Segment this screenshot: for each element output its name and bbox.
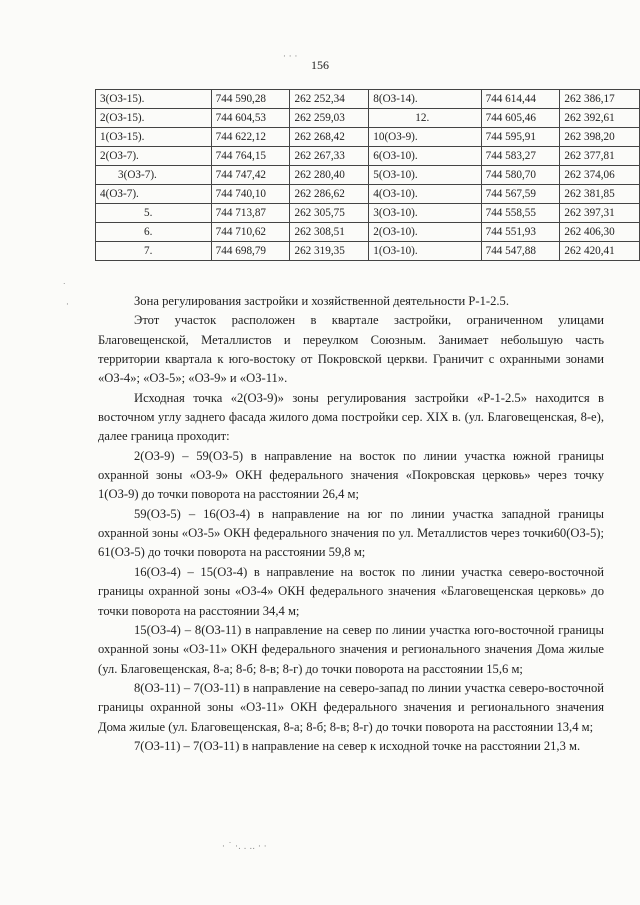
table-cell: 262 308,51	[290, 223, 369, 242]
zone-heading: Зона регулирования застройки и хозяйственной деятельности Р-1-2.5.	[134, 294, 509, 308]
table-cell: 262 374,06	[560, 166, 640, 185]
table-cell: 262 377,81	[560, 147, 640, 166]
table-cell: 6.	[96, 223, 212, 242]
paragraph: 7(ОЗ-11) – 7(ОЗ-11) в направление на север к исходной точке на расстоянии 21,3 м.	[134, 738, 581, 753]
table-cell: 744 551,93	[481, 223, 560, 242]
table-cell: 262 252,34	[290, 90, 369, 109]
table-cell: 2(ОЗ-15).	[96, 109, 212, 128]
table-cell: 262 381,85	[560, 185, 640, 204]
table-cell: 744 558,55	[481, 204, 560, 223]
table-row	[96, 147, 640, 166]
coordinates-table	[95, 89, 640, 261]
table-cell: 4(ОЗ-7).	[96, 185, 212, 204]
table-row	[96, 223, 640, 242]
table-cell: 744 622,12	[211, 128, 290, 147]
table-cell: 262 280,40	[290, 166, 369, 185]
table-cell: 744 698,79	[211, 242, 290, 261]
scan-mark-top: · · ·	[283, 52, 298, 62]
table-cell: 1(ОЗ-10).	[369, 242, 481, 261]
table-cell: 262 420,41	[560, 242, 640, 261]
table-cell: 744 614,44	[481, 90, 560, 109]
table-cell: 744 710,62	[211, 223, 290, 242]
table-cell: 744 604,53	[211, 109, 290, 128]
table-cell: 262 267,33	[290, 147, 369, 166]
paragraph: 59(ОЗ-5) – 16(ОЗ-4) в направление на юг по линии участка западной границы охранной зоны «ОЗ-5» ОКН федерального значения по ул. Металлистов через точки60(ОЗ-5); 61(ОЗ-5) до точки поворота на расстоянии 59,8 м;	[98, 506, 604, 560]
table-cell: 7.	[96, 242, 212, 261]
table-cell: 744 583,27	[481, 147, 560, 166]
document-body	[98, 292, 604, 756]
paragraph: 8(ОЗ-11) – 7(ОЗ-11) в направление на северо-запад по линии участка северо-восточной границы охранной зоны «ОЗ-11» ОКН федерального значения и регионального значения Дома жилые (ул. Благовещенская, 8-а; 8-б; 8-в; 8-г) до точки поворота на расстоянии 13,4 м;	[98, 680, 604, 734]
paragraph: 2(ОЗ-9) – 59(ОЗ-5) в направление на восток по линии участка южной границы охранной зоны «ОЗ-9» ОКН федерального значения «Покровская церковь» через точку 1(ОЗ-9) до точки поворота на расстоянии 26,4 м;	[98, 448, 604, 502]
table-cell: 744 547,88	[481, 242, 560, 261]
scan-mark-bottom: · ˙ ·. . .. · ·	[222, 842, 267, 852]
table-cell: 3(ОЗ-7).	[96, 166, 212, 185]
paragraph: Исходная точка «2(ОЗ-9)» зоны регулирования застройки «Р-1-2.5» находится в восточном углу заднего фасада жилого дома постройки сер. XIX в. (ул. Благовещенская, 8-е), далее граница проходит:	[98, 390, 604, 444]
table-cell: 5(ОЗ-10).	[369, 166, 481, 185]
table-cell: 262 392,61	[560, 109, 640, 128]
table-cell: 262 319,35	[290, 242, 369, 261]
table-cell: 262 305,75	[290, 204, 369, 223]
table-cell: 12.	[369, 109, 481, 128]
table-cell: 2(ОЗ-10).	[369, 223, 481, 242]
table-cell: 262 386,17	[560, 90, 640, 109]
table-cell: 744 590,28	[211, 90, 290, 109]
table-cell: 5.	[96, 204, 212, 223]
table-cell: 744 740,10	[211, 185, 290, 204]
table-cell: 10(ОЗ-9).	[369, 128, 481, 147]
table-row	[96, 109, 640, 128]
table-row	[96, 185, 640, 204]
scan-mark-left: ˙	[62, 283, 67, 293]
page-number: 156	[311, 58, 329, 72]
table-cell: 744 595,91	[481, 128, 560, 147]
paragraph: Этот участок расположен в квартале застройки, ограниченном улицами Благовещенской, Металлистов и переулком Союзным. Занимает небольшую часть территории квартала к юго-востоку от Покровской церкви. Граничит с охранными зонами «ОЗ-4»; «ОЗ-5»; «ОЗ-9» и «ОЗ-11».	[98, 313, 604, 386]
table-row	[96, 242, 640, 261]
table-cell: 262 406,30	[560, 223, 640, 242]
table-cell: 744 713,87	[211, 204, 290, 223]
table-cell: 1(ОЗ-15).	[96, 128, 212, 147]
table-cell: 262 268,42	[290, 128, 369, 147]
table-cell: 262 397,31	[560, 204, 640, 223]
table-row	[96, 166, 640, 185]
table-cell: 2(ОЗ-7).	[96, 147, 212, 166]
table-cell: 262 398,20	[560, 128, 640, 147]
table-cell: 744 567,59	[481, 185, 560, 204]
table-cell: 744 747,42	[211, 166, 290, 185]
table-cell: 3(ОЗ-10).	[369, 204, 481, 223]
paragraph: 16(ОЗ-4) – 15(ОЗ-4) в направление на восток по линии участка северо-восточной границы охранной зоны «ОЗ-4» ОКН федерального значения «Благовещенская церковь» до точки поворота на расстоянии 34,4 м;	[98, 564, 604, 618]
scan-mark-left-2: ·	[66, 300, 69, 310]
table-cell: 744 605,46	[481, 109, 560, 128]
table-cell: 4(ОЗ-10).	[369, 185, 481, 204]
table-cell: 8(ОЗ-14).	[369, 90, 481, 109]
table-row	[96, 90, 640, 109]
table-cell: 744 764,15	[211, 147, 290, 166]
table-row	[96, 204, 640, 223]
table-cell: 6(ОЗ-10).	[369, 147, 481, 166]
table-cell: 3(ОЗ-15).	[96, 90, 212, 109]
table-cell: 262 286,62	[290, 185, 369, 204]
table-cell: 262 259,03	[290, 109, 369, 128]
table-row	[96, 128, 640, 147]
table-cell: 744 580,70	[481, 166, 560, 185]
paragraph: 15(ОЗ-4) – 8(ОЗ-11) в направление на север по линии участка юго-восточной границы охранной зоны «ОЗ-11» ОКН федерального значения и регионального значения Дома жилые (ул. Благовещенская, 8-а; 8-б; 8-в; 8-г) до точки поворота на расстоянии 15,6 м;	[98, 622, 604, 676]
